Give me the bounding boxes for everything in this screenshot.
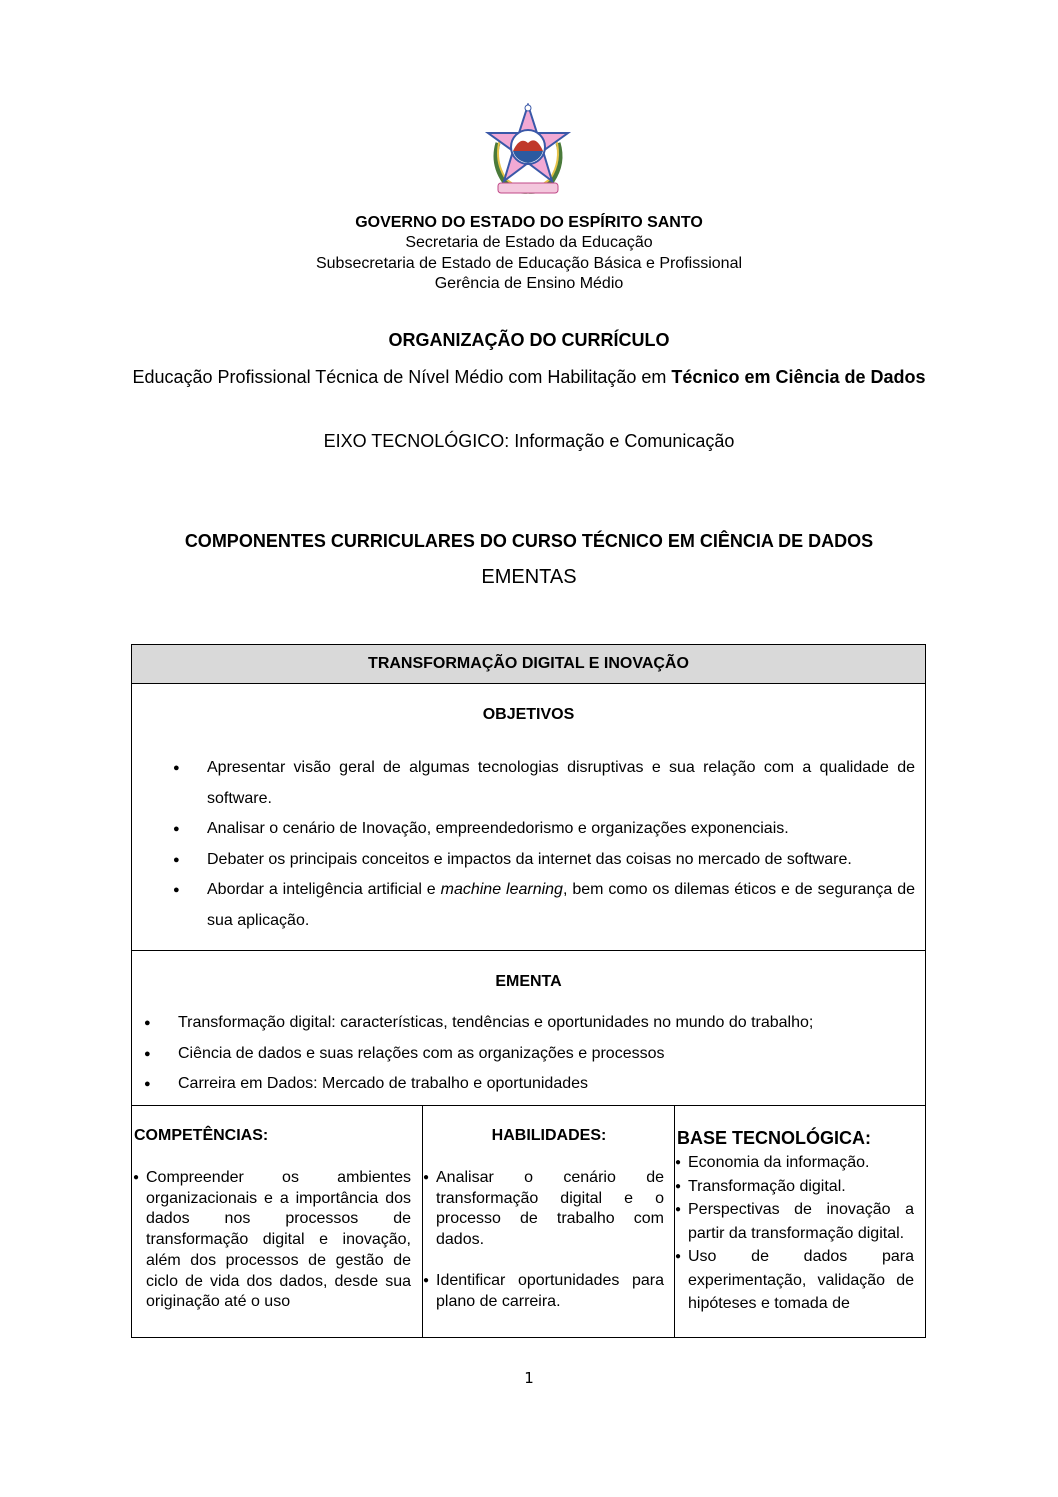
- coat-of-arms-icon: [484, 103, 572, 197]
- habilidade-item: ● Analisar o cenário de transformação digital e o processo de trabalho com dados.: [436, 1168, 664, 1251]
- objective-item: [132, 875, 925, 936]
- base-tecnologica-list: [688, 1151, 914, 1316]
- ementas-title: EMENTAS: [481, 566, 577, 588]
- objective-item: ● Analisar o cenário de Inovação, empreendedorismo e organizações exponenciais.: [132, 814, 925, 845]
- base-tecnologica-column: [675, 1106, 925, 1337]
- base-item: ● Economia da informação.: [688, 1151, 914, 1175]
- secretariat-name: Secretaria de Estado da Educação: [405, 234, 653, 251]
- course-subtitle: [0, 361, 1058, 394]
- ementa-item: ● Ciência de dados e suas relações com as organizações e processos: [132, 1039, 925, 1070]
- objective-text: Abordar a inteligência artificial e: [207, 881, 441, 898]
- objective-item: ● Debater os principais conceitos e impactos da internet das coisas no mercado de software.: [132, 845, 925, 876]
- ementa-item: ● Carreira em Dados: Mercado de trabalho e oportunidades: [132, 1069, 925, 1100]
- habilidades-list: [436, 1168, 664, 1312]
- page-number: 1: [524, 1369, 534, 1387]
- components-title: COMPONENTES CURRICULARES DO CURSO TÉCNICO EM CIÊNCIA DE DADOS: [184, 531, 874, 551]
- technological-axis: EIXO TECNOLÓGICO: Informação e Comunicação: [323, 431, 735, 451]
- competencias-title: COMPETÊNCIAS:: [134, 1127, 269, 1144]
- base-tecnologica-title: BASE TECNOLÓGICA:: [677, 1128, 872, 1148]
- objectives-section: [132, 684, 925, 951]
- habilidades-title: HABILIDADES:: [491, 1127, 607, 1144]
- ementa-list: [132, 1008, 925, 1100]
- competencias-column: [132, 1106, 423, 1337]
- ementa-title: EMENTA: [495, 973, 562, 990]
- subtitle-course-name: Técnico em Ciência de Dados: [671, 367, 926, 387]
- subtitle-text: Educação Profissional Técnica de Nível Médio com Habilitação em: [132, 367, 672, 387]
- objective-text: , bem como os dilemas éticos e de segurança de sua aplicação.: [207, 881, 916, 929]
- base-item: ● Transformação digital.: [688, 1175, 914, 1199]
- competencia-item: ● Compreender os ambientes organizacionais e a importância dos dados nos processos de transformação digital e inovação, além dos processos de gestão de ciclo de vida dos dados, desde sua originação até o uso: [146, 1168, 411, 1313]
- objective-italic-term: machine learning: [440, 881, 563, 898]
- curriculum-table: [131, 644, 926, 1338]
- objectives-title: OBJETIVOS: [482, 706, 575, 723]
- base-item: ● Perspectivas de inovação a partir da transformação digital.: [688, 1198, 914, 1245]
- columns-row: [132, 1106, 925, 1337]
- ementa-item: ● Transformação digital: características, tendências e oportunidades no mundo do trabalho;: [132, 1008, 925, 1039]
- government-name: GOVERNO DO ESTADO DO ESPÍRITO SANTO: [355, 214, 703, 231]
- subsecretariat-name: Subsecretaria de Estado de Educação Básica e Profissional: [315, 255, 743, 272]
- document-title: ORGANIZAÇÃO DO CURRÍCULO: [388, 330, 670, 350]
- management-name: Gerência de Ensino Médio: [434, 275, 624, 292]
- objective-item: ● Apresentar visão geral de algumas tecnologias disruptivas e sua relação com a qualidade de software.: [132, 753, 925, 814]
- base-item: ● Uso de dados para experimentação, validação de hipóteses e tomada de: [688, 1245, 914, 1316]
- ementa-section: [132, 951, 925, 1106]
- subject-title: TRANSFORMAÇÃO DIGITAL E INOVAÇÃO: [132, 645, 925, 684]
- competencias-list: [146, 1168, 411, 1313]
- objectives-list: [132, 753, 925, 936]
- habilidades-column: [423, 1106, 675, 1337]
- habilidade-item: ● Identificar oportunidades para plano de carreira.: [436, 1271, 664, 1312]
